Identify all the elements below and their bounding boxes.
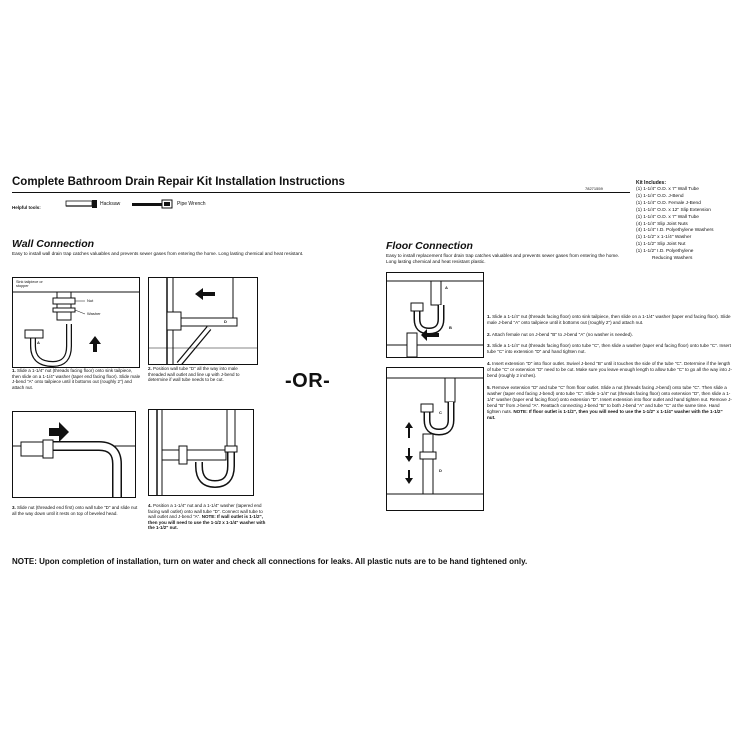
or-separator: -OR- xyxy=(285,370,331,392)
floor-connection-title: Floor Connection xyxy=(386,240,473,252)
wall-step-3-diagram xyxy=(12,411,136,498)
kit-item: (1) 1-1/4" O.D. J-Bend xyxy=(636,193,684,199)
kit-item: Reducing Washers xyxy=(652,256,693,262)
floor-step: 5. Remove extension "D" and tube "C" from floor outlet. Slide a nut (threads facing J-bend) onto tube "C". Then slide a washer (taper end facing J-bend) onto tube "C". Slide 1-1/4" nut (threads facing floor) onto extension "D", then slide a 1-1/4" washer (taper end facing floor) onto extension "D". Insert extension into floor outlet and hand tighten nut. Remove J-bend "B" from J-bend "A". Reattach connecting J-bend "B" to both J-bend "A" and tube "C" at the same time. Hand tighten nuts. NOTE: If floor outlet is 1-1/2", then you will need to use the 1-1/2" x 1-1/4" washer with the 1-1/2" nut. xyxy=(487,384,732,421)
pipe-wrench-label: Pipe Wrench xyxy=(177,201,206,207)
wall-step-1-diagram xyxy=(12,277,140,368)
footer-note: NOTE: Upon completion of installation, turn on water and check all connections for leaks. All plastic nuts are to be hand tightened only. xyxy=(12,557,528,566)
page-title: Complete Bathroom Drain Repair Kit Installation Instructions xyxy=(12,176,345,188)
step-note: NOTE: If wall outlet is 1-1/2", then you will need to use the 1-1/2 x 1-1/4" washer with the 1-1/2" nut. xyxy=(148,514,266,531)
floor-a-label: A xyxy=(445,285,448,290)
wall-step-1-caption xyxy=(12,368,142,390)
floor-step: 1. Slide a 1-1/4" nut (threads facing floor) onto sink tailpiece, then slide on a 1-1/4" washer (taper end facing floor). Slide male J-bend "A" onto tailpiece until it bottoms out (roughly 2") and attach nut. xyxy=(487,314,731,326)
step-number: 2. xyxy=(148,366,152,371)
kit-item: (4) 1-1/4" I.D. Polyethylene Washers xyxy=(636,228,714,234)
washer-label: Washer xyxy=(87,311,101,316)
step-number: 4. xyxy=(148,503,152,508)
kit-item: (1) 1-1/4" O.D. x 12" Slip Extension xyxy=(636,207,711,213)
nut-label: Nut xyxy=(87,298,94,303)
hacksaw-icon xyxy=(62,199,98,209)
wall-step-2-diagram xyxy=(148,277,258,365)
floor-c-label: C xyxy=(439,410,442,415)
wall-connection-title: Wall Connection xyxy=(12,238,95,250)
step-text: Slide a 1-1/4" nut (threads facing floor) onto sink tailpiece, then slide on a 1-1/4" washer (taper end facing floor). Slide male J-bend "A" onto tailpiece until it bottoms out (roughly 2") and attach nut. xyxy=(12,368,141,390)
kit-item: (4) 1-1/4" Slip Joint Nuts xyxy=(636,221,688,227)
step-text: Position a 1-1/4" nut and a 1-1/4" washer (tapered end facing wall outlet) onto wall tube "D". Connect wall tube to wall outlet and J-bend "A". xyxy=(148,503,263,520)
helpful-tools-label: Helpful tools: xyxy=(12,205,41,210)
j-bend-a-label: A xyxy=(37,340,40,345)
step-text: Slide nut (threaded end first) onto wall tube "D" and slide nut all the way down until it rests on top of beveled head. xyxy=(12,505,138,516)
floor-step-1-diagram xyxy=(386,272,484,358)
step-text: Position wall tube "D" all the way into male threaded wall outlet and line up with J-bend to determine if wall tube needs to be cut. xyxy=(148,366,240,383)
floor-steps xyxy=(487,314,732,427)
kit-includes-title: Kit Includes: xyxy=(636,180,667,186)
kit-item: (1) 1-1/4" O.D. x 7" Wall Tube xyxy=(636,214,699,220)
floor-b-label: B xyxy=(449,325,452,330)
floor-connection-intro: Easy to install replacement floor drain trap catches valuables and prevents sewer gases from entering the home. Long lasting chemical and heat resistant plastic. xyxy=(386,253,620,264)
floor-d-label: D xyxy=(439,468,442,473)
kit-includes-list xyxy=(636,187,746,263)
kit-item: (1) 1-1/2" I.D. Polyethylene xyxy=(636,249,694,255)
hacksaw-label: Hacksaw xyxy=(100,201,121,207)
pipe-wrench-icon xyxy=(130,199,175,209)
kit-item: (1) 1-1/4" O.D. x 7" Wall Tube xyxy=(636,187,699,192)
wall-step-4-diagram xyxy=(148,409,254,496)
floor-step: 4. Insert extension "D" into floor outlet. Swivel J-bend "B" until it touches the side of the tube "C". Determine if the length of tube "C" or extension "D" need to be cut. Make sure you leave enough length to allow tube "C" to go all the way into J-bend (roughly 2 inches). xyxy=(487,360,732,379)
part-number: 78271559 xyxy=(585,186,603,191)
kit-item: (1) 1-1/4" O.D. Female J-Bend xyxy=(636,200,701,206)
floor-step: 2. Attach female nut on J-bend "B" to J-bend "A" (no washer is needed). xyxy=(487,331,633,337)
floor-step: 3. Slide a 1-1/4" nut (threads facing floor) onto tube "C", then slide a washer (taper end facing floor) onto tube "C". Insert tube "C" into extension "D" and hand tighten nut. xyxy=(487,343,731,355)
step-number: 3. xyxy=(12,505,16,510)
sink-tailpiece-label: Sink tailpiece or stopper xyxy=(16,280,43,289)
wall-step-4-caption xyxy=(148,503,268,531)
wall-step-2-caption xyxy=(148,366,256,383)
floor-step-2-diagram xyxy=(386,367,484,511)
title-divider xyxy=(12,192,630,193)
step-number: 1. xyxy=(12,368,16,373)
wall-connection-intro: Easy to install wall drain trap catches valuables and prevents sewer gases from entering the home. Long lasting chemical and heat resistant. xyxy=(12,251,304,256)
wall-step-3-caption xyxy=(12,505,138,516)
kit-item: (1) 1-1/2" Slip Joint Nut xyxy=(636,242,686,248)
kit-item: (1) 1-1/2" x 1-1/4" Washer xyxy=(636,235,692,241)
wall-tube-d-label: D xyxy=(224,319,227,324)
